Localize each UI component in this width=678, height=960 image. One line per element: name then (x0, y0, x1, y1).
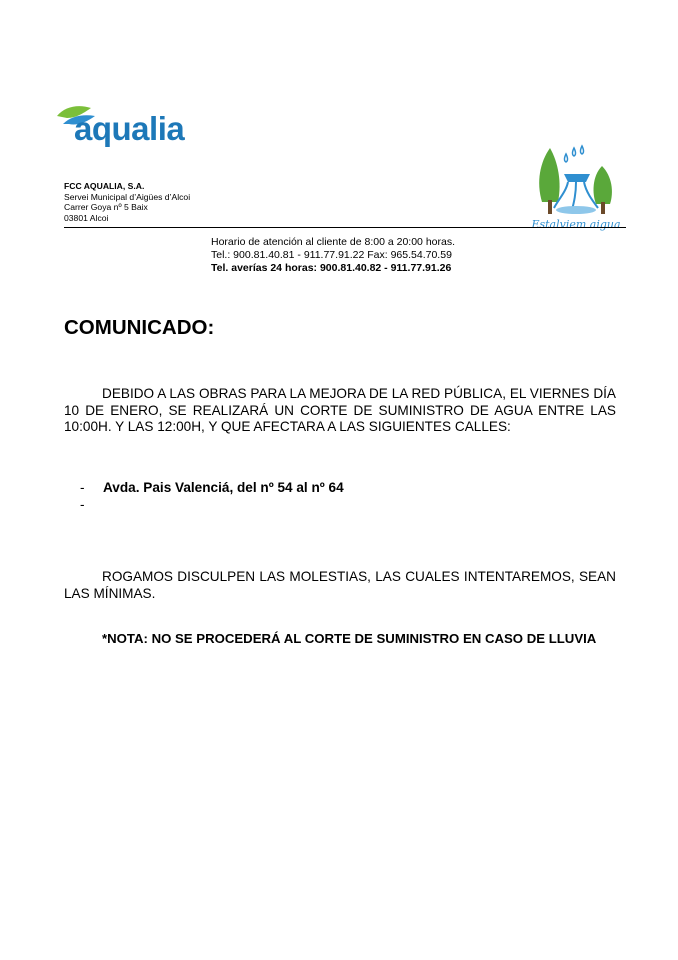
water-drops-icon (565, 146, 584, 162)
apology-text: ROGAMOS DISCULPEN LAS MOLESTIAS, LAS CUALES INTENTAREMOS, SEAN LAS MÍNIMAS. (64, 569, 616, 601)
company-street: Carrer Goya nº 5 Baix (64, 202, 148, 213)
fountain-icon (554, 174, 598, 214)
logo-wordmark: aqualia (74, 110, 185, 147)
notice-body: DEBIDO A LAS OBRAS PARA LA MEJORA DE LA RED PÚBLICA, EL VIERNES DÍA 10 DE ENERO, SE REALIZARÁ UN CORTE DE SUMINISTRO DE AGUA ENTRE LAS 10:00H. Y LAS 12:00H, Y QUE AFECTARA A LAS SIGUIENTES CALLES: (64, 386, 616, 435)
emblem-caption: Estalviem aigua (531, 218, 621, 231)
company-name: FCC AQUALIA, S.A. (64, 181, 145, 191)
rain-note: *NOTA: NO SE PROCEDERÁ AL CORTE DE SUMINISTRO EN CASO DE LLUVIA (102, 631, 597, 646)
contact-phones: Tel.: 900.81.40.81 - 911.77.91.22 Fax: 965.54.70.59 (211, 248, 452, 261)
list-item (80, 479, 344, 496)
estalviem-aigua-emblem (528, 142, 624, 234)
contact-emergency: Tel. averías 24 horas: 900.81.40.82 - 911.77.91.26 (211, 261, 452, 274)
street-name: Avda. Pais Valenciá, del nº 54 al nº 64 (103, 480, 344, 495)
contact-hours: Horario de atención al cliente de 8:00 a 20:00 horas. (211, 236, 455, 248)
company-city: 03801 Alcoi (64, 212, 109, 223)
notice-title: COMUNICADO: (64, 316, 215, 339)
header-divider (64, 227, 626, 228)
bullet-marker: - (80, 480, 85, 495)
contact-info (211, 236, 455, 274)
bullet-marker: - (80, 497, 85, 512)
company-info (64, 181, 190, 223)
affected-streets-list (80, 479, 344, 513)
list-item (80, 496, 344, 513)
company-service: Servei Municipal d’Aigües d’Alcoi (64, 191, 191, 202)
